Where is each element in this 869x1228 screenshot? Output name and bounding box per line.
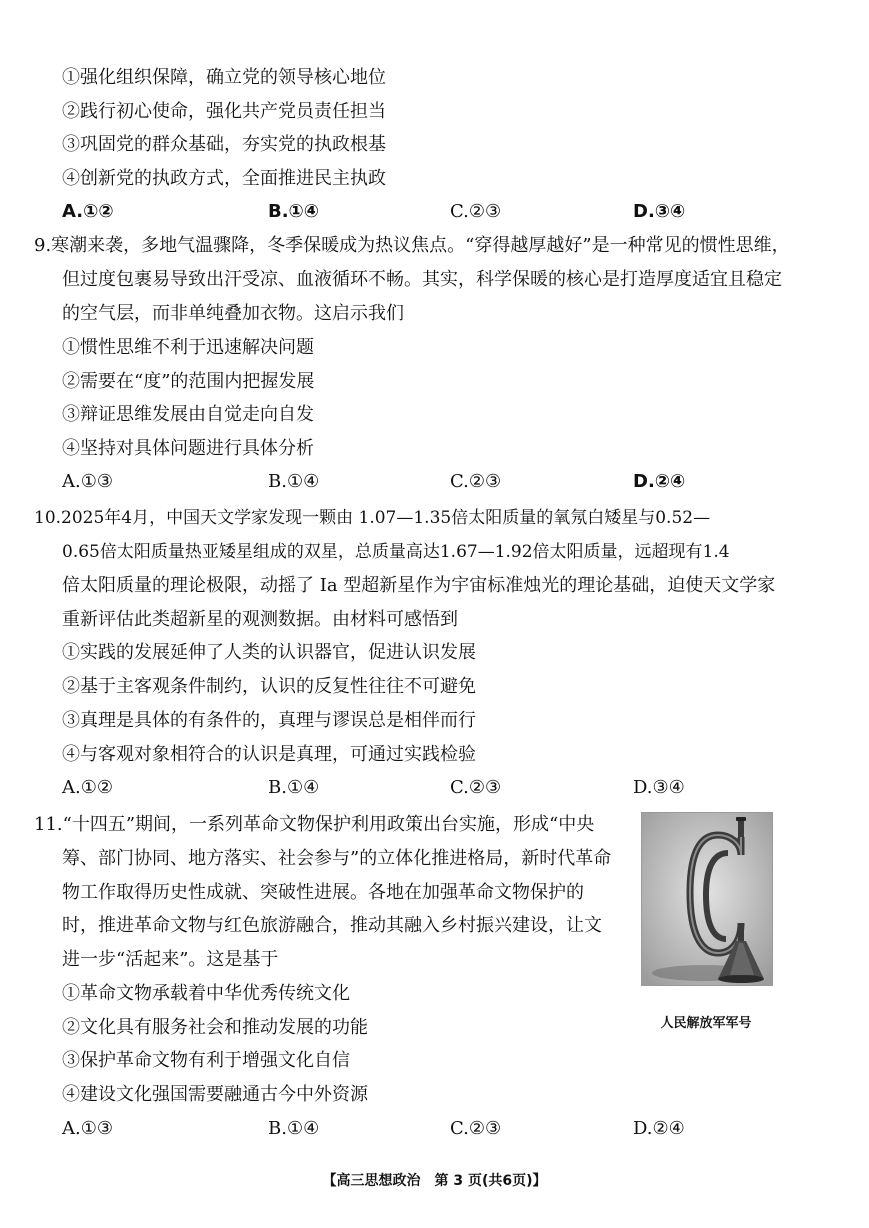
q9-option-b: B.①④ [268, 471, 320, 492]
q8-item-3: ③巩固党的群众基础，夯实党的执政根基 [62, 134, 386, 155]
q8-option-b: B.①④ [268, 201, 320, 222]
q10-item-3: ③真理是具体的有条件的，真理与谬误总是相伴而行 [62, 710, 476, 731]
q10-item-2: ②基于主客观条件制约，认识的反复性往往不可避免 [62, 676, 476, 697]
q11-item-1: ①革命文物承载着中华优秀传统文化 [62, 983, 350, 1004]
page-footer: 【高三思想政治 第 3 页(共6页)】 [322, 1173, 547, 1189]
q9-item-2: ②需要在“度”的范围内把握发展 [62, 371, 315, 392]
q11-stem-line-2: 筹、部门协同、地方落实、社会参与”的立体化推进格局，新时代革命 [62, 848, 612, 869]
q11-option-a: A.①③ [62, 1118, 113, 1139]
q9-item-3: ③辩证思维发展由自觉走向自发 [62, 404, 314, 425]
q11-stem-line-3: 物工作取得历史性成就、突破性进展。各地在加强革命文物保护的 [62, 882, 584, 903]
q8-option-a: A.①② [62, 201, 114, 222]
q9-option-a: A.①③ [62, 471, 113, 492]
q9-item-4: ④坚持对具体问题进行具体分析 [62, 438, 314, 459]
q11-option-b: B.①④ [268, 1118, 320, 1139]
q11-option-d: D.②④ [633, 1118, 685, 1139]
q10-stem-line-2: 0.65倍太阳质量热亚矮星组成的双星，总质量高达1.67—1.92倍太阳质量，远超现有1.4 [62, 542, 730, 562]
q9-option-d: D.②④ [633, 471, 686, 492]
q10-item-4: ④与客观对象相符合的认识是真理，可通过实践检验 [62, 744, 476, 765]
q11-stem-line-5: 进一步“活起来”。这是基于 [62, 949, 279, 970]
q8-option-c: C.②③ [450, 201, 502, 222]
q8-item-4: ④创新党的执政方式，全面推进民主执政 [62, 168, 386, 189]
q10-option-d: D.③④ [633, 777, 685, 798]
q10-option-b: B.①④ [268, 777, 320, 798]
q10-stem-line-4: 重新评估此类超新星的观测数据。由材料可感悟到 [62, 609, 458, 630]
q11-stem-line-4: 时，推进革命文物与红色旅游融合，推动其融入乡村振兴建设，让文 [62, 915, 602, 936]
figure-caption: 人民解放军军号 [660, 1016, 752, 1031]
q11-option-c: C.②③ [450, 1118, 502, 1139]
q9-stem-line-3: 的空气层，而非单纯叠加衣物。这启示我们 [62, 303, 404, 324]
q10-stem-line-1: 10.2025年4月，中国天文学家发现一颗由 1.07—1.35倍太阳质量的氧氖白矮星与0.52— [34, 508, 711, 528]
q8-item-1: ①强化组织保障，确立党的领导核心地位 [62, 67, 386, 88]
q11-item-3: ③保护革命文物有利于增强文化自信 [62, 1050, 350, 1071]
q10-option-c: C.②③ [450, 777, 502, 798]
q9-item-1: ①惯性思维不利于迅速解决问题 [62, 337, 314, 358]
bugle-photo [641, 812, 773, 986]
q10-option-a: A.①② [62, 777, 113, 798]
q8-option-d: D.③④ [633, 201, 686, 222]
q11-item-2: ②文化具有服务社会和推动发展的功能 [62, 1017, 368, 1038]
q8-item-2: ②践行初心使命，强化共产党员责任担当 [62, 101, 386, 122]
q9-stem-line-1: 9.寒潮来袭，多地气温骤降，冬季保暖成为热议焦点。“穿得越厚越好”是一种常见的惯性思维， [34, 235, 790, 256]
q10-stem-line-3: 倍太阳质量的理论极限，动摇了 Ia 型超新星作为宇宙标准烛光的理论基础，迫使天文学家 [62, 575, 776, 596]
q11-item-4: ④建设文化强国需要融通古今中外资源 [62, 1084, 368, 1105]
q9-option-c: C.②③ [450, 471, 502, 492]
q10-item-1: ①实践的发展延伸了人类的认识器官，促进认识发展 [62, 642, 476, 663]
q11-stem-line-1: 11.“十四五”期间，一系列革命文物保护利用政策出台实施，形成“中央 [34, 814, 595, 835]
bugle-icon [642, 813, 772, 985]
q9-stem-line-2: 但过度包裹易导致出汗受凉、血液循环不畅。其实，科学保暖的核心是打造厚度适宜且稳定 [62, 269, 782, 290]
